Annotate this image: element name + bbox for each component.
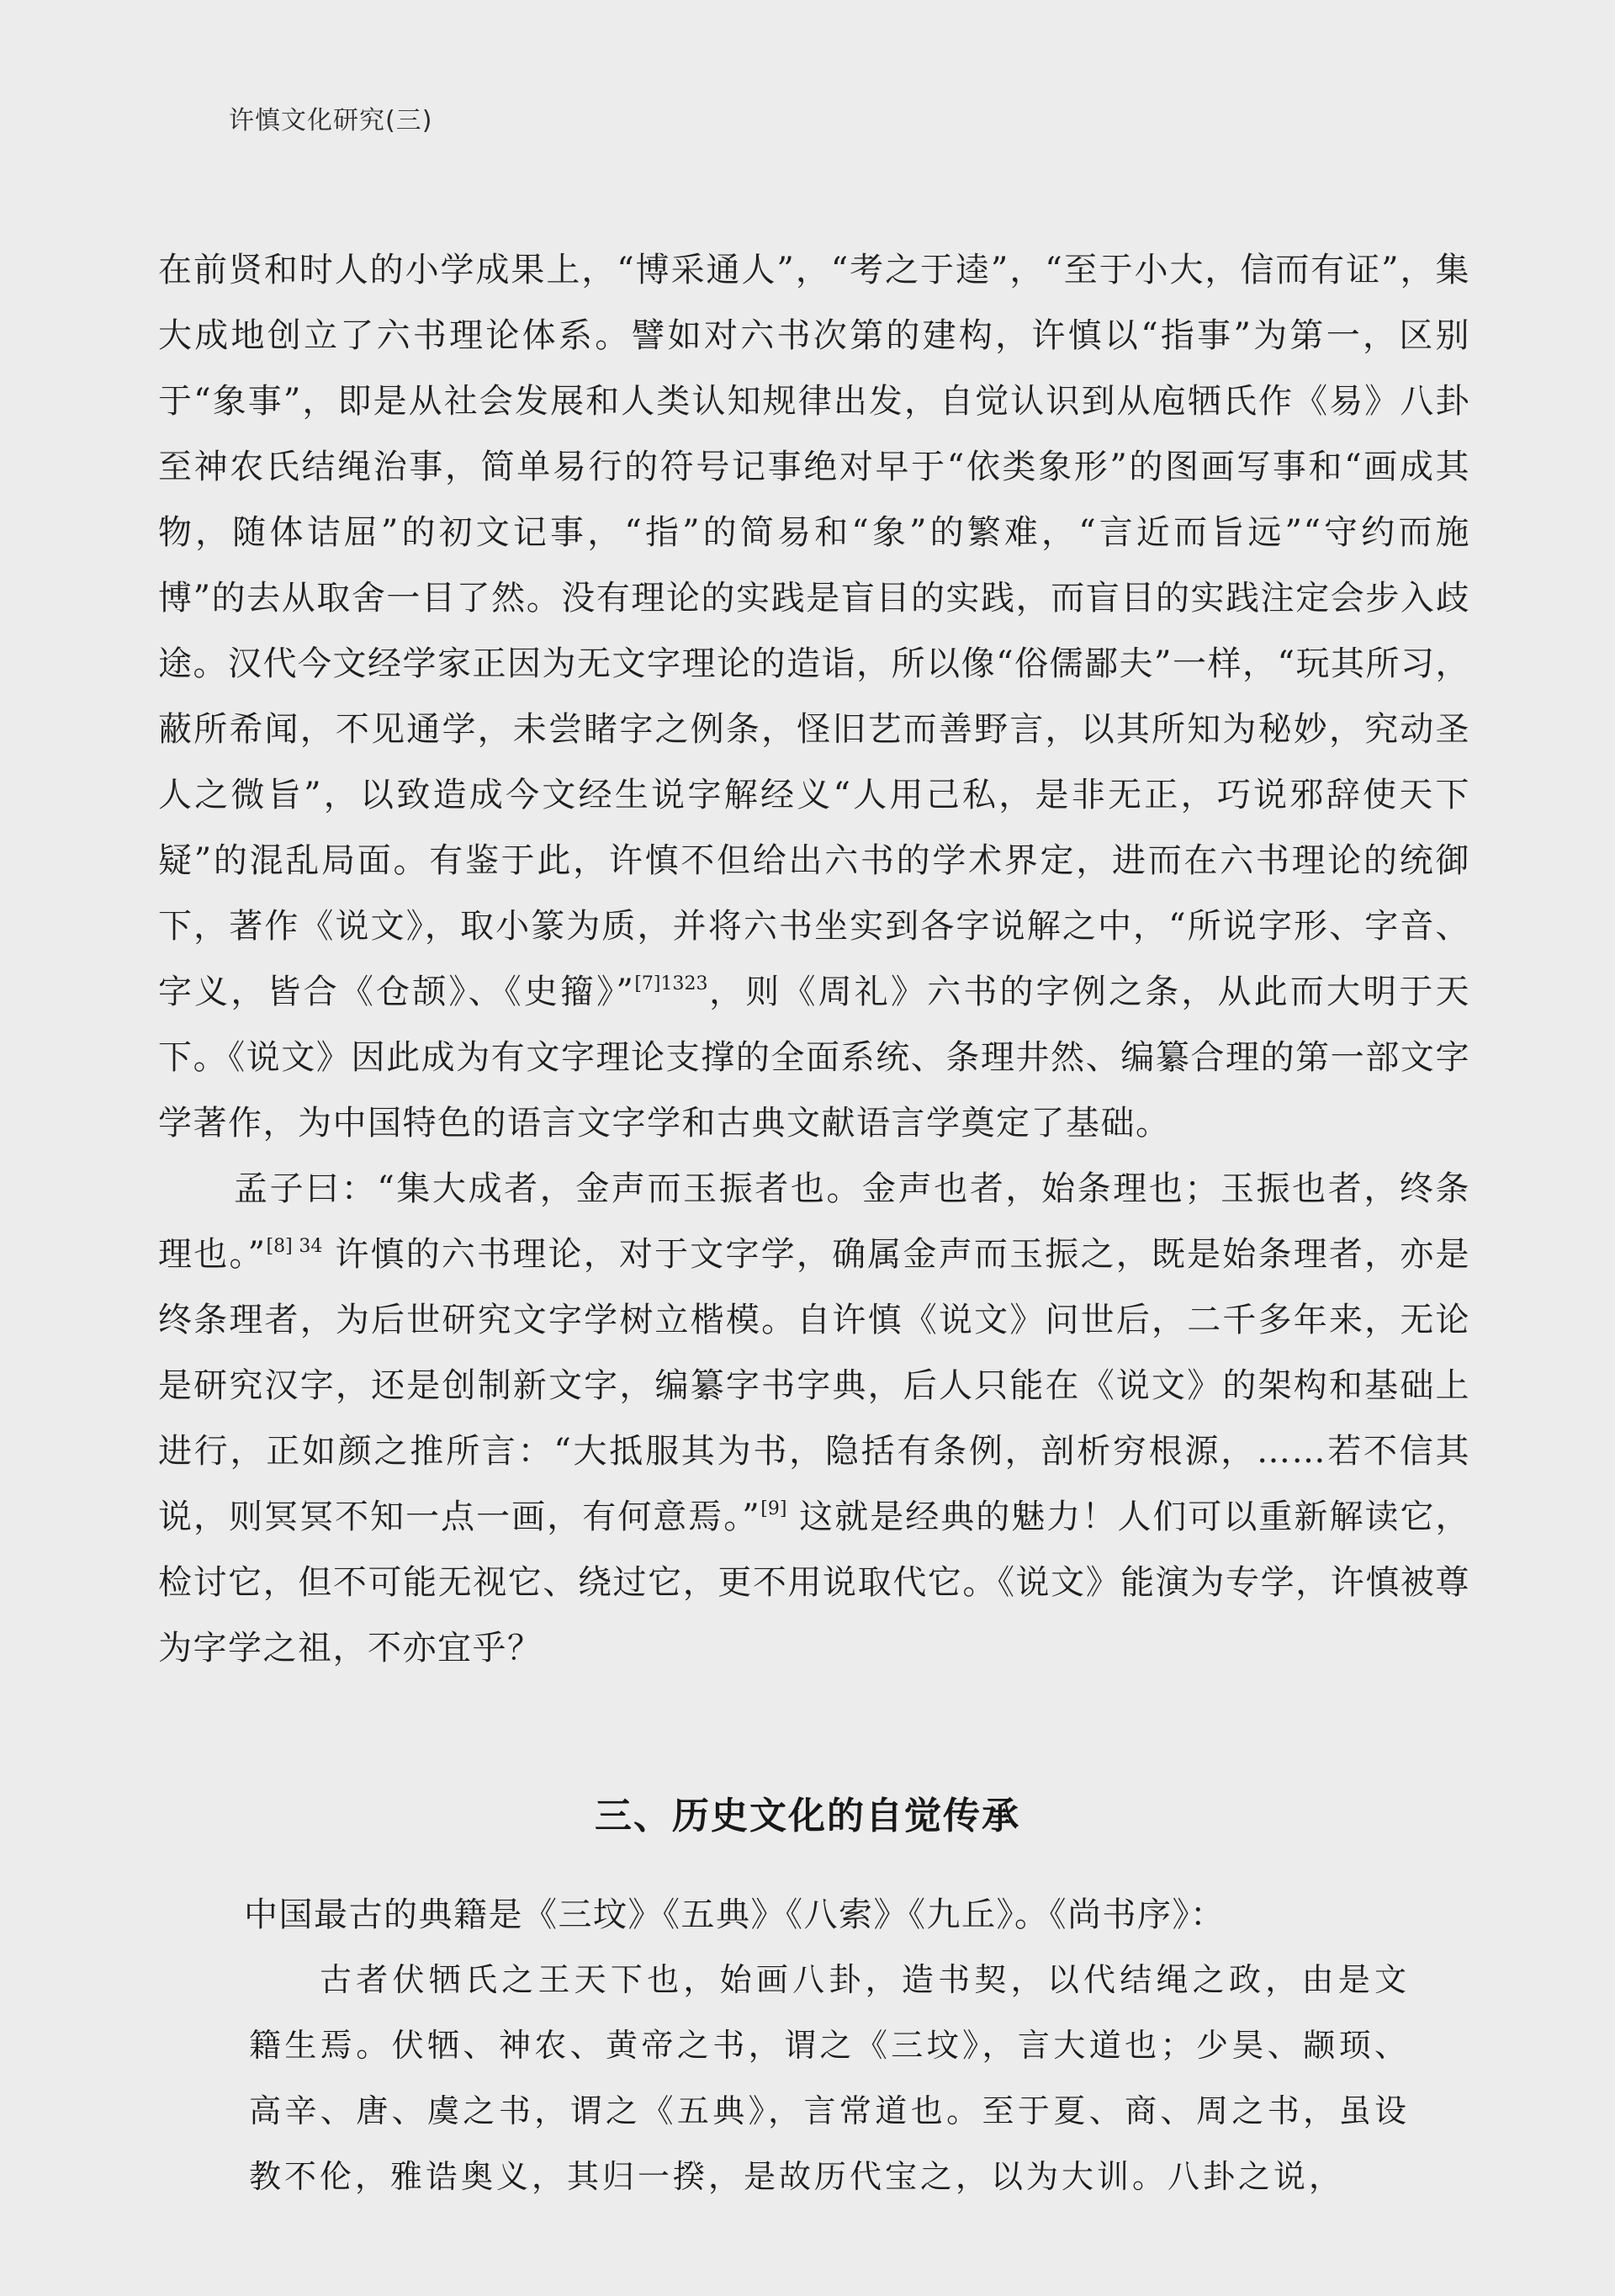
citation-ref: [9]: [760, 1498, 787, 1519]
citation-ref: [7]1323: [634, 973, 708, 994]
intro-line: 中国最古的典籍是《三坟》《五典》《八索》《九丘》。《尚书序》：: [244, 1896, 1226, 1934]
running-header: 许慎文化研究(三): [229, 106, 433, 135]
block-quote-text: 古者伏牺氏之王天下也，始画八卦，造书契，以代结绳之政，由是文籍生焉。伏牺、神农、黄帝之书，谓之《三坟》，言大道也；少昊、颛顼、高辛、唐、虞之书，谓之《五典》，言常道也。至于夏、商、周之书，虽设教不伦，雅诰奥义，其归一揆，是故历代宝之，以为大训。八卦之说，: [249, 1961, 1410, 2195]
paragraph-2-text-a: 孟子曰：“集大成者，金声而玉振者也。金声也者，始条理也；玉振也者，终条理也。”: [158, 1169, 1470, 1274]
paragraph-2-text-c: 这就是经典的魅力！人们可以重新解读它，检讨它，但不可能无视它、绕过它，更不用说取代它。《说文》能演为专学，许慎被尊为字学之祖，不亦宜乎？: [158, 1498, 1470, 1668]
paragraph-2: [158, 1156, 1470, 1681]
block-quote: [249, 1947, 1410, 2209]
paragraph-1-text-b: ，则《周礼》六书的字例之条，从此而大明于天下。《说文》因此成为有文字理论支撑的全面系统、条理井然、编纂合理的第一部文字学著作，为中国特色的语言文字学和古典文献语言学奠定了基础。: [158, 973, 1471, 1143]
paragraph-1: [158, 237, 1470, 1156]
paragraph-2-text-b: 许慎的六书理论，对于文字学，确属金声而玉振之，既是始条理者，亦是终条理者，为后世研究文字学树立楷模。自许慎《说文》问世后，二千多年来，无论是研究汉字，还是创制新文字，编纂字书字典，后人只能在《说文》的架构和基础上进行，正如颜之推所言：“大抵服其为书，隐括有条例，剖析穷根源，……若不信其说，则冥冥不知一点一画，有何意焉。”: [158, 1235, 1470, 1536]
main-body: [158, 237, 1470, 1681]
citation-ref: [8] 34: [266, 1236, 323, 1257]
paragraph-1-text-a: 在前贤和时人的小学成果上，“博采通人”，“考之于逵”，“至于小大，信而有证”，集大成地创立了六书理论体系。譬如对六书次第的建构，许慎以“指事”为第一，区别于“象事”，即是从社会发展和人类认知规律出发，自觉认识到从庖牺氏作《易》八卦至神农氏结绳治事，简单易行的符号记事绝对早于“依类象形”的图画写事和“画成其物，随体诘屈”的初文记事，“指”的简易和“象”的繁难，“言近而旨远”“守约而施博”的去从取舍一目了然。没有理论的实践是盲目的实践，而盲目的实践注定会步入歧途。汉代今文经学家正因为无文字理论的造诣，所以像“俗儒鄙夫”一样，“玩其所习，蔽所希闻，不见通学，未尝睹字之例条，怪旧艺而善野言，以其所知为秘妙，究动圣人之微旨”，以致造成今文经生说字解经义“人用己私，是非无正，巧说邪辞使天下疑”的混乱局面。有鉴于此，许慎不但给出六书的学术界定，进而在六书理论的统御下，著作《说文》，取小篆为质，并将六书坐实到各字说解之中，“所说字形、字音、字义，皆合《仓颉》、《史籀》”: [158, 251, 1470, 1011]
section-heading: 三、历史文化的自觉传承: [595, 1795, 1020, 1837]
